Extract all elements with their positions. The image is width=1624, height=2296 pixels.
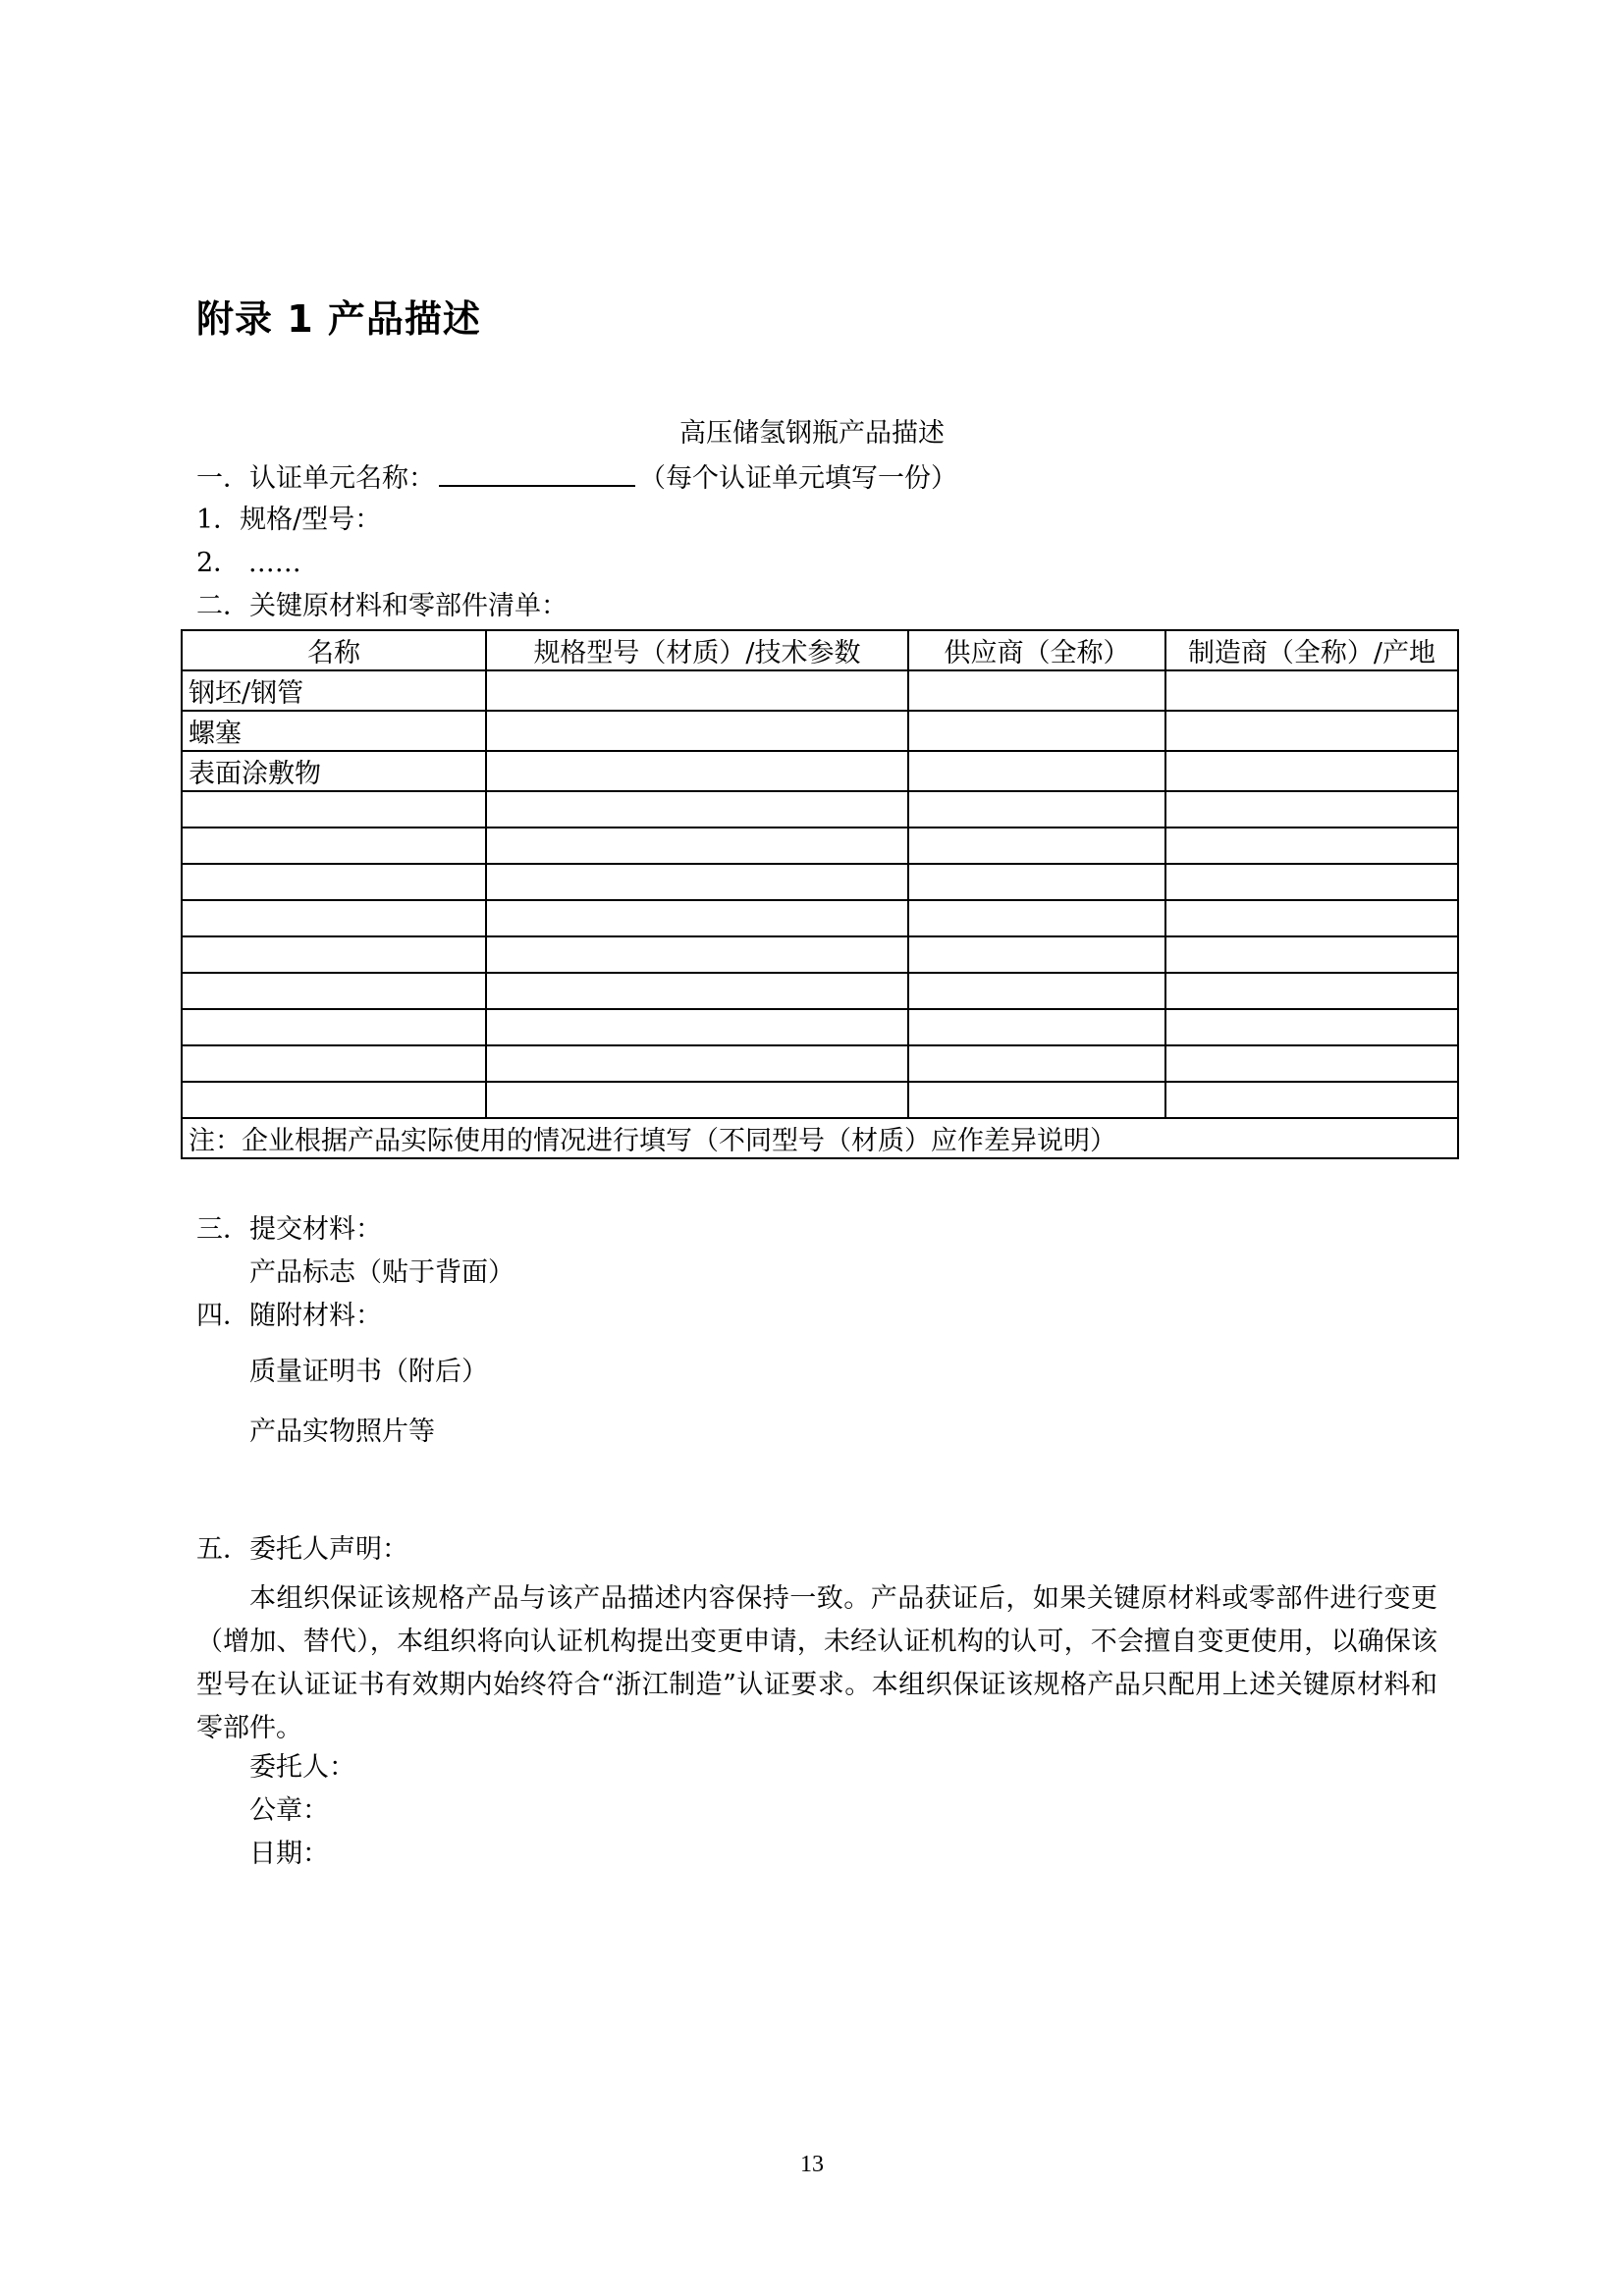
section1-label: 一．认证单元名称： — [196, 463, 435, 494]
manufacturer-cell — [1165, 828, 1458, 864]
manufacturer-cell — [1165, 900, 1458, 936]
spec-cell — [486, 1082, 908, 1118]
section1-note: （每个认证单元填写一份） — [639, 463, 957, 494]
parts-table — [181, 629, 1459, 1159]
spec-cell — [486, 864, 908, 900]
section5-label: 五．委托人声明： — [196, 1534, 408, 1565]
signature-date: 日期： — [249, 1839, 329, 1869]
section4-item-quality-cert: 质量证明书（附后） — [249, 1357, 488, 1387]
table-row — [182, 1009, 1458, 1045]
row-name-cell — [182, 1082, 486, 1118]
supplier-cell — [908, 670, 1165, 711]
table-row — [182, 791, 1458, 828]
signature-client: 委托人： — [249, 1752, 355, 1783]
table-row — [182, 864, 1458, 900]
declaration-paragraph: 本组织保证该规格产品与该产品描述内容保持一致。产品获证后，如果关键原材料或零部件进行变更（增加、替代），本组织将向认证机构提出变更申请，未经认证机构的认可，不会擅自变更使用，以确保该型号在认证证书有效期内始终符合“浙江制造”认证要求。本组织保证该规格产品只配用上述关键原材料和零部件。 — [196, 1583, 1437, 1743]
header-name: 名称 — [182, 630, 486, 670]
manufacturer-cell — [1165, 973, 1458, 1009]
section3-item: 产品标志（贴于背面） — [249, 1257, 514, 1288]
table-row — [182, 1045, 1458, 1082]
manufacturer-cell — [1165, 791, 1458, 828]
ellipsis-item: 2． …… — [196, 548, 301, 578]
row-name-cell: 螺塞 — [182, 711, 486, 751]
manufacturer-cell — [1165, 670, 1458, 711]
manufacturer-cell — [1165, 1082, 1458, 1118]
table-note-row — [182, 1118, 1458, 1158]
row-name-cell — [182, 1045, 486, 1082]
spec-cell — [486, 791, 908, 828]
spec-cell — [486, 900, 908, 936]
table-header-row — [182, 630, 1458, 670]
supplier-cell — [908, 1045, 1165, 1082]
row-name-cell — [182, 864, 486, 900]
section2-label: 二．关键原材料和零部件清单： — [196, 591, 568, 621]
row-name-cell: 钢坯/钢管 — [182, 670, 486, 711]
manufacturer-cell — [1165, 936, 1458, 973]
table-row — [182, 670, 1458, 711]
manufacturer-cell — [1165, 864, 1458, 900]
spec-cell — [486, 751, 908, 791]
spec-model-item: 1．规格/型号： — [196, 505, 382, 535]
header-supplier: 供应商（全称） — [908, 630, 1165, 670]
manufacturer-cell — [1165, 1045, 1458, 1082]
supplier-cell — [908, 864, 1165, 900]
supplier-cell — [908, 1082, 1165, 1118]
section3-label: 三．提交材料： — [196, 1214, 382, 1245]
table-row — [182, 828, 1458, 864]
spec-cell — [486, 1009, 908, 1045]
spec-cell — [486, 711, 908, 751]
table-row — [182, 711, 1458, 751]
section4-label: 四．随附材料： — [196, 1301, 382, 1331]
header-manufacturer: 制造商（全称）/产地 — [1165, 630, 1458, 670]
supplier-cell — [908, 900, 1165, 936]
table-row — [182, 900, 1458, 936]
table-row — [182, 936, 1458, 973]
supplier-cell — [908, 791, 1165, 828]
table-row — [182, 751, 1458, 791]
header-spec: 规格型号（材质）/技术参数 — [486, 630, 908, 670]
document-title: 高压储氢钢瓶产品描述 — [679, 418, 945, 449]
spec-cell — [486, 973, 908, 1009]
supplier-cell — [908, 751, 1165, 791]
supplier-cell — [908, 973, 1165, 1009]
manufacturer-cell — [1165, 751, 1458, 791]
section4-item-photos: 产品实物照片等 — [249, 1416, 435, 1447]
row-name-cell — [182, 828, 486, 864]
row-name-cell — [182, 900, 486, 936]
row-name-cell — [182, 936, 486, 973]
spec-cell — [486, 936, 908, 973]
table-row — [182, 1082, 1458, 1118]
table-note: 注：企业根据产品实际使用的情况进行填写（不同型号（材质）应作差异说明） — [182, 1118, 1458, 1158]
section1-line — [196, 459, 957, 497]
supplier-cell — [908, 828, 1165, 864]
row-name-cell: 表面涂敷物 — [182, 751, 486, 791]
supplier-cell — [908, 1009, 1165, 1045]
cert-unit-blank — [439, 459, 635, 487]
row-name-cell — [182, 973, 486, 1009]
manufacturer-cell — [1165, 1009, 1458, 1045]
row-name-cell — [182, 791, 486, 828]
spec-cell — [486, 828, 908, 864]
spec-cell — [486, 1045, 908, 1082]
row-name-cell — [182, 1009, 486, 1045]
supplier-cell — [908, 711, 1165, 751]
signature-seal: 公章： — [249, 1795, 329, 1826]
manufacturer-cell — [1165, 711, 1458, 751]
table-row — [182, 973, 1458, 1009]
page-number: 13 — [800, 2152, 824, 2177]
appendix-title: 附录 1 产品描述 — [196, 297, 481, 341]
supplier-cell — [908, 936, 1165, 973]
spec-cell — [486, 670, 908, 711]
